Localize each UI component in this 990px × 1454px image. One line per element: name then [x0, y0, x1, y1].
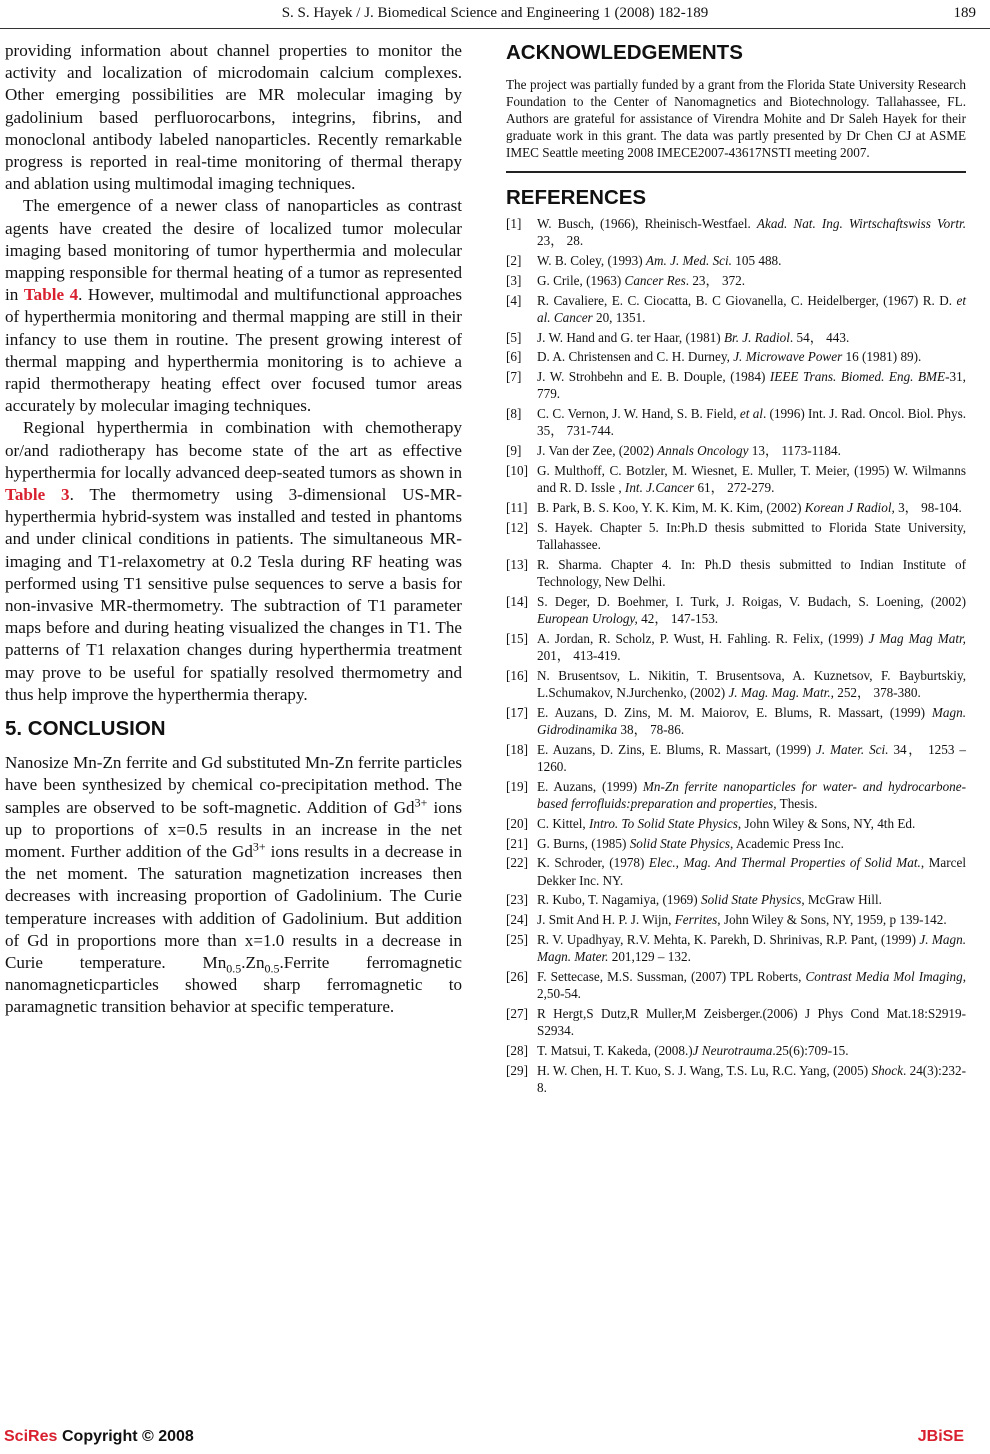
- reference-authors: G. Crile, (1963): [537, 272, 625, 288]
- reference-journal: J Mag Mag Matr,: [868, 630, 966, 646]
- reference-details: , John Wiley & Sons, NY, 4th Ed.: [737, 815, 916, 831]
- reference-number: [21]: [506, 835, 528, 851]
- reference-authors: K. Schroder, (1978): [537, 855, 649, 871]
- reference-authors: A. Jordan, R. Scholz, P. Wust, H. Fahling. R. Felix, (1999): [537, 630, 869, 646]
- reference-journal: Int. J.Cancer: [624, 480, 695, 496]
- reference-journal: Solid State Physics: [700, 892, 802, 908]
- reference-item: [506, 704, 966, 738]
- reference-journal: Akad. Nat. Ing. Wirtschaftswiss Vortr.: [756, 216, 966, 231]
- reference-number: [7]: [506, 369, 522, 385]
- reference-item: [506, 405, 966, 439]
- reference-details: 42， 147-153.: [637, 610, 719, 626]
- reference-number: [5]: [506, 329, 522, 345]
- reference-number: [20]: [506, 815, 528, 831]
- table-3-link[interactable]: Table 3: [5, 485, 70, 505]
- reference-item: [506, 292, 966, 326]
- reference-details: 23， 28.: [537, 233, 584, 249]
- reference-number: [10]: [506, 462, 528, 478]
- reference-authors: N. Brusentsov, L. Nikitin, T. Brusentsova, A. Kuznetsov, F. Bayburtskiy, L.Schumakov, N.Jurchenko, (2002): [537, 667, 966, 700]
- reference-number: [6]: [506, 349, 522, 365]
- reference-authors: H. W. Chen, H. T. Kuo, S. J. Wang, T.S. Lu, R.C. Yang, (2005): [537, 1062, 872, 1078]
- reference-number: [4]: [506, 292, 522, 308]
- reference-item: [506, 911, 966, 928]
- reference-authors: E. Auzans, D. Zins, M. M. Maiorov, E. Blums, R. Massart, (1999): [537, 704, 932, 720]
- reference-item: [506, 630, 966, 664]
- reference-journal: Elec., Mag. And Thermal Properties of Solid Mat.: [648, 855, 921, 871]
- reference-journal: Mn-Zn ferrite nanoparticles for water- and hydrocarbone-based ferrofluids:preparation and properties,: [537, 778, 966, 811]
- reference-authors: J. Smit And H. P. J. Wijn,: [537, 912, 675, 928]
- reference-authors: F. Settecase, M.S. Sussman, (2007) TPL Roberts,: [537, 968, 806, 984]
- reference-authors: R Hergt,S Dutz,R Muller,M Zeisberger.(2006) J Phys Cond Mat.18:S2919-S2934.: [537, 1005, 966, 1039]
- reference-number: [17]: [506, 704, 528, 720]
- reference-number: [3]: [506, 272, 522, 288]
- reference-details: . 24(3):232-8.: [537, 1062, 966, 1095]
- reference-authors: E. Auzans, (1999): [537, 778, 643, 794]
- reference-journal: et al: [739, 406, 763, 422]
- reference-authors: C. Kittel,: [537, 815, 590, 831]
- reference-authors: B. Park, B. S. Koo, Y. K. Kim, M. K. Kim, (2002): [537, 499, 805, 515]
- reference-item: [506, 968, 966, 1002]
- reference-details: 105 488.: [731, 253, 782, 268]
- reference-number: [22]: [506, 855, 528, 871]
- reference-authors: C. C. Vernon, J. W. Hand, S. B. Field,: [537, 406, 740, 422]
- reference-journal: J Neurotrauma: [692, 1042, 773, 1058]
- journal-name: JBiSE: [917, 1428, 964, 1445]
- reference-journal: et al. Cancer: [537, 292, 966, 325]
- reference-number: [18]: [506, 741, 528, 757]
- reference-details: . 23， 372.: [685, 272, 746, 288]
- reference-item: [506, 891, 966, 908]
- reference-details: 252， 378-380.: [833, 684, 921, 700]
- reference-details: , John Wiley & Sons, NY, 1959, p 139-142.: [717, 912, 947, 928]
- reference-journal: Br. J. Radiol: [723, 329, 790, 345]
- reference-journal: Am. J. Med. Sci.: [645, 253, 732, 268]
- page-number: 189: [953, 5, 976, 21]
- reference-item: [506, 741, 966, 775]
- reference-item: [506, 835, 966, 852]
- reference-number: [23]: [506, 892, 528, 908]
- reference-journal: Magn. Gidrodinamika: [537, 704, 966, 737]
- reference-details: 20, 1351.: [592, 309, 646, 325]
- page-footer: [0, 1428, 990, 1450]
- reference-item: [506, 348, 966, 365]
- reference-details: 13， 1173-1184.: [748, 443, 841, 459]
- reference-details: , 2,50-54.: [537, 968, 966, 1002]
- conclusion-heading: 5. CONCLUSION: [5, 717, 166, 741]
- reference-number: [14]: [506, 593, 528, 609]
- reference-item: [506, 593, 966, 627]
- reference-authors: R. Kubo, T. Nagamiya, (1969): [537, 892, 701, 908]
- reference-details: , Academic Press Inc.: [730, 835, 844, 851]
- reference-details: 16 (1981) 89).: [842, 349, 922, 365]
- running-title: S. S. Hayek / J. Biomedical Science and Engineering 1 (2008) 182-189: [281, 5, 709, 21]
- reference-authors: G. Burns, (1985): [537, 835, 630, 851]
- reference-item: [506, 519, 966, 553]
- reference-journal: J. Microwave Power: [733, 349, 843, 365]
- reference-number: [15]: [506, 630, 528, 646]
- reference-journal: Contrast Media Mol Imaging: [805, 968, 963, 984]
- reference-item: [506, 667, 966, 701]
- reference-details: Thesis.: [776, 795, 818, 811]
- reference-item: [506, 1062, 966, 1096]
- reference-journal: Intro. To Solid State Physics: [589, 815, 738, 831]
- reference-authors: W. Busch, (1966), Rheinisch-Westfael.: [537, 216, 757, 231]
- reference-authors: R. V. Upadhyay, R.V. Mehta, K. Parekh, D. Shrinivas, R.P. Pant, (1999): [537, 931, 920, 947]
- paragraph-continued: providing information about channel properties to monitor the activity and localization of microdomain calcium complexes. Other emerging possibilities are MR molecular imaging by gadolinium based perfluorocarbons, integrins, fibrins, and monoclonal antibody labeled nanoparticles. Recently remarkable progress is reported in real-time monitoring of thermal therapy and ablation using multimodal imaging techniques.: [5, 41, 462, 194]
- reference-details: .25(6):709-15.: [772, 1042, 849, 1058]
- copyright-notice: Copyright © 2008: [62, 1428, 194, 1445]
- left-column: [5, 40, 462, 1019]
- reference-item: [506, 442, 966, 459]
- reference-authors: R. Cavaliere, E. C. Ciocatta, B. C Giovanella, C. Heidelberger, (1967) R. D.: [537, 292, 957, 308]
- reference-number: [8]: [506, 406, 522, 422]
- reference-details: 201， 413-419.: [537, 647, 621, 663]
- reference-details: 61， 272-279.: [694, 480, 775, 496]
- paragraph-contrast-agents: The emergence of a newer class of nanoparticles as contrast agents have created the desire of localized tumor molecular imaging based monitoring of tumor hyperthermia and molecular mapping responsible for thermal heating of a tumor as represented in Table 4. However, multimodal and multifunctional approaches of hyperthermia monitoring and thermal mapping are still in their infancy to use them in routine. The present growing interest of thermal mapping and hyperthermia monitoring is to achieve a rapid thermotherapy heating effect over focused tumor areas accurately by molecular imaging techniques.: [5, 196, 463, 416]
- reference-item: [506, 815, 966, 832]
- reference-authors: T. Matsui, T. Kakeda, (2008.): [537, 1042, 693, 1058]
- page-header: [0, 0, 990, 26]
- reference-journal: Solid State Physics: [629, 835, 731, 851]
- reference-authors: W. B. Coley, (1993): [537, 253, 646, 268]
- reference-number: [26]: [506, 968, 528, 984]
- reference-item: [506, 778, 966, 812]
- reference-item: [506, 931, 966, 965]
- reference-authors: R. Sharma. Chapter 4. In: Ph.D thesis submitted to Indian Institute of Technology, New Delhi.: [537, 556, 966, 589]
- reference-details: , McGraw Hill.: [801, 892, 882, 908]
- reference-number: [19]: [506, 778, 528, 794]
- reference-number: [9]: [506, 443, 522, 459]
- reference-number: [24]: [506, 912, 528, 928]
- references-list: [506, 215, 966, 1096]
- reference-item: [506, 854, 966, 888]
- reference-item: [506, 556, 966, 590]
- reference-details: . (1996) Int. J. Rad. Oncol. Biol. Phys. 35， 731-744.: [537, 406, 966, 439]
- reference-item: [506, 462, 966, 496]
- section-rule: [506, 171, 966, 173]
- reference-number: [29]: [506, 1062, 528, 1078]
- reference-authors: D. A. Christensen and C. H. Durney,: [537, 349, 734, 365]
- reference-journal: Ferrites: [674, 912, 718, 928]
- reference-journal: Shock: [871, 1062, 903, 1078]
- reference-authors: S. Hayek. Chapter 5. In:Ph.D thesis submitted to Florida State University, Tallahassee.: [537, 519, 966, 552]
- reference-item: [506, 329, 966, 346]
- reference-number: [27]: [506, 1005, 528, 1021]
- reference-journal: European Urology,: [537, 610, 638, 626]
- reference-journal: Annals Oncology: [657, 443, 749, 459]
- reference-authors: S. Deger, D. Boehmer, I. Turk, J. Roigas, V. Budach, S. Loening, (2002): [537, 593, 966, 609]
- reference-journal: Korean J Radiol,: [804, 499, 895, 515]
- reference-authors: E. Auzans, D. Zins, E. Blums, R. Massart, (1999): [537, 741, 816, 757]
- reference-details: 201,129 – 132.: [608, 949, 691, 965]
- reference-journal: J. Magn. Magn. Mater.: [537, 931, 966, 965]
- paragraph-regional-hyperthermia: Regional hyperthermia in combination with chemotherapy or/and radiotherapy has become state of the art as effective hyperthermia for locally advanced deep-seated tumors as shown in Table 3. The thermometry using 3-dimensional US-MR-hyperthermia hybrid-system was installed and tested in phantoms and under clinical conditions in patients. The simultaneous MR-imaging and T1-relaxometry at 0.2 Tesla during RF heating was performed using T1 sensitive pulse sequences to serve a basis for non-invasive MR-thermometry. The subtraction of T1 parameter maps before and during heating visualized the changes in T1. The patterns of T1 relaxation changes during hyperthermia treatment may prove to be useful for spatially resolved thermometry and thus help improve the hyperthermia therapy.: [5, 418, 462, 704]
- reference-authors: G. Multhoff, C. Botzler, M. Wiesnet, E. Muller, T. Meier, (1995) W. Wilmanns and R. D. Issle ,: [537, 462, 966, 496]
- reference-item: [506, 272, 966, 289]
- reference-number: [16]: [506, 667, 528, 683]
- reference-journal: Cancer Res: [624, 272, 686, 288]
- reference-journal: J. Mag. Mag. Matr.,: [728, 684, 834, 700]
- publisher-brand: SciRes: [4, 1428, 58, 1445]
- reference-number: [11]: [506, 499, 528, 515]
- reference-item: [506, 1005, 966, 1039]
- conclusion-paragraph: Nanosize Mn-Zn ferrite and Gd substituted Mn-Zn ferrite particles have been synthesized by chemical co-precipitation method. The samples are observed to be soft-magnetic. Addition of $Gd^{3+}$ ions up to proportions of x=0.5 results in an increase in the net moment. Further addition of the $Gd^{3+}$ ions results in a decrease in the net moment. The saturation magnetization increases then decreases with increasing proportion of Gadolinium. The Curie temperature increases with addition of Gadolinium. But addition of Gd in proportions more than x=1.0 results in a decrease in Curie temperature. $Mn_{0.5}.Zn_{0.5}.Ferrite$ ferromagnetic nanomagneticparticles showed sharp ferromagnetic to paramagnetic transition behavior at specific temperature.: [5, 753, 463, 1017]
- reference-number: [13]: [506, 556, 528, 572]
- header-rule: [0, 28, 990, 29]
- reference-details: , Marcel Dekker Inc. NY.: [537, 855, 967, 888]
- acknowledgements-heading: ACKNOWLEDGEMENTS: [506, 41, 743, 64]
- reference-number: [2]: [506, 253, 522, 268]
- reference-authors: J. Van der Zee, (2002): [537, 443, 658, 459]
- reference-number: [28]: [506, 1042, 528, 1058]
- table-4-link[interactable]: Table 4: [23, 285, 79, 305]
- reference-authors: J. W. Hand and G. ter Haar, (1981): [537, 329, 724, 345]
- reference-item: [506, 368, 966, 402]
- reference-details: -31, 779.: [537, 369, 966, 402]
- reference-item: [506, 1042, 966, 1059]
- acknowledgements-text: The project was partially funded by a grant from the Florida State University Research Foundation to the Center of Nanomagnetics and Biotechnology. Tallahassee, FL. Authors are grateful for assistance of Virendra Mohite and Dr Saleh Hayek for their graduate work in this grant. The data was partly presented by Dr Chen CJ at ASME IMEC Seattle meeting 2008 IMECE2007-43617NSTI meeting 2007.: [506, 77, 966, 160]
- reference-details: 34， 1253 – 1260.: [537, 741, 966, 774]
- reference-item: [506, 499, 966, 516]
- reference-number: [12]: [506, 519, 528, 535]
- reference-journal: IEEE Trans. Biomed. Eng. BME: [769, 369, 946, 385]
- reference-details: 3， 98-104.: [894, 499, 962, 515]
- reference-item: [506, 215, 966, 249]
- reference-number: [1]: [506, 216, 522, 231]
- reference-details: 38， 78-86.: [617, 721, 685, 737]
- reference-item: [506, 252, 966, 269]
- reference-details: . 54， 443.: [789, 329, 850, 345]
- reference-authors: J. W. Strohbehn and E. B. Douple, (1984): [537, 369, 770, 385]
- references-heading: REFERENCES: [506, 186, 647, 209]
- reference-journal: J. Mater. Sci.: [815, 741, 889, 757]
- right-column: [506, 40, 966, 1099]
- reference-number: [25]: [506, 931, 528, 947]
